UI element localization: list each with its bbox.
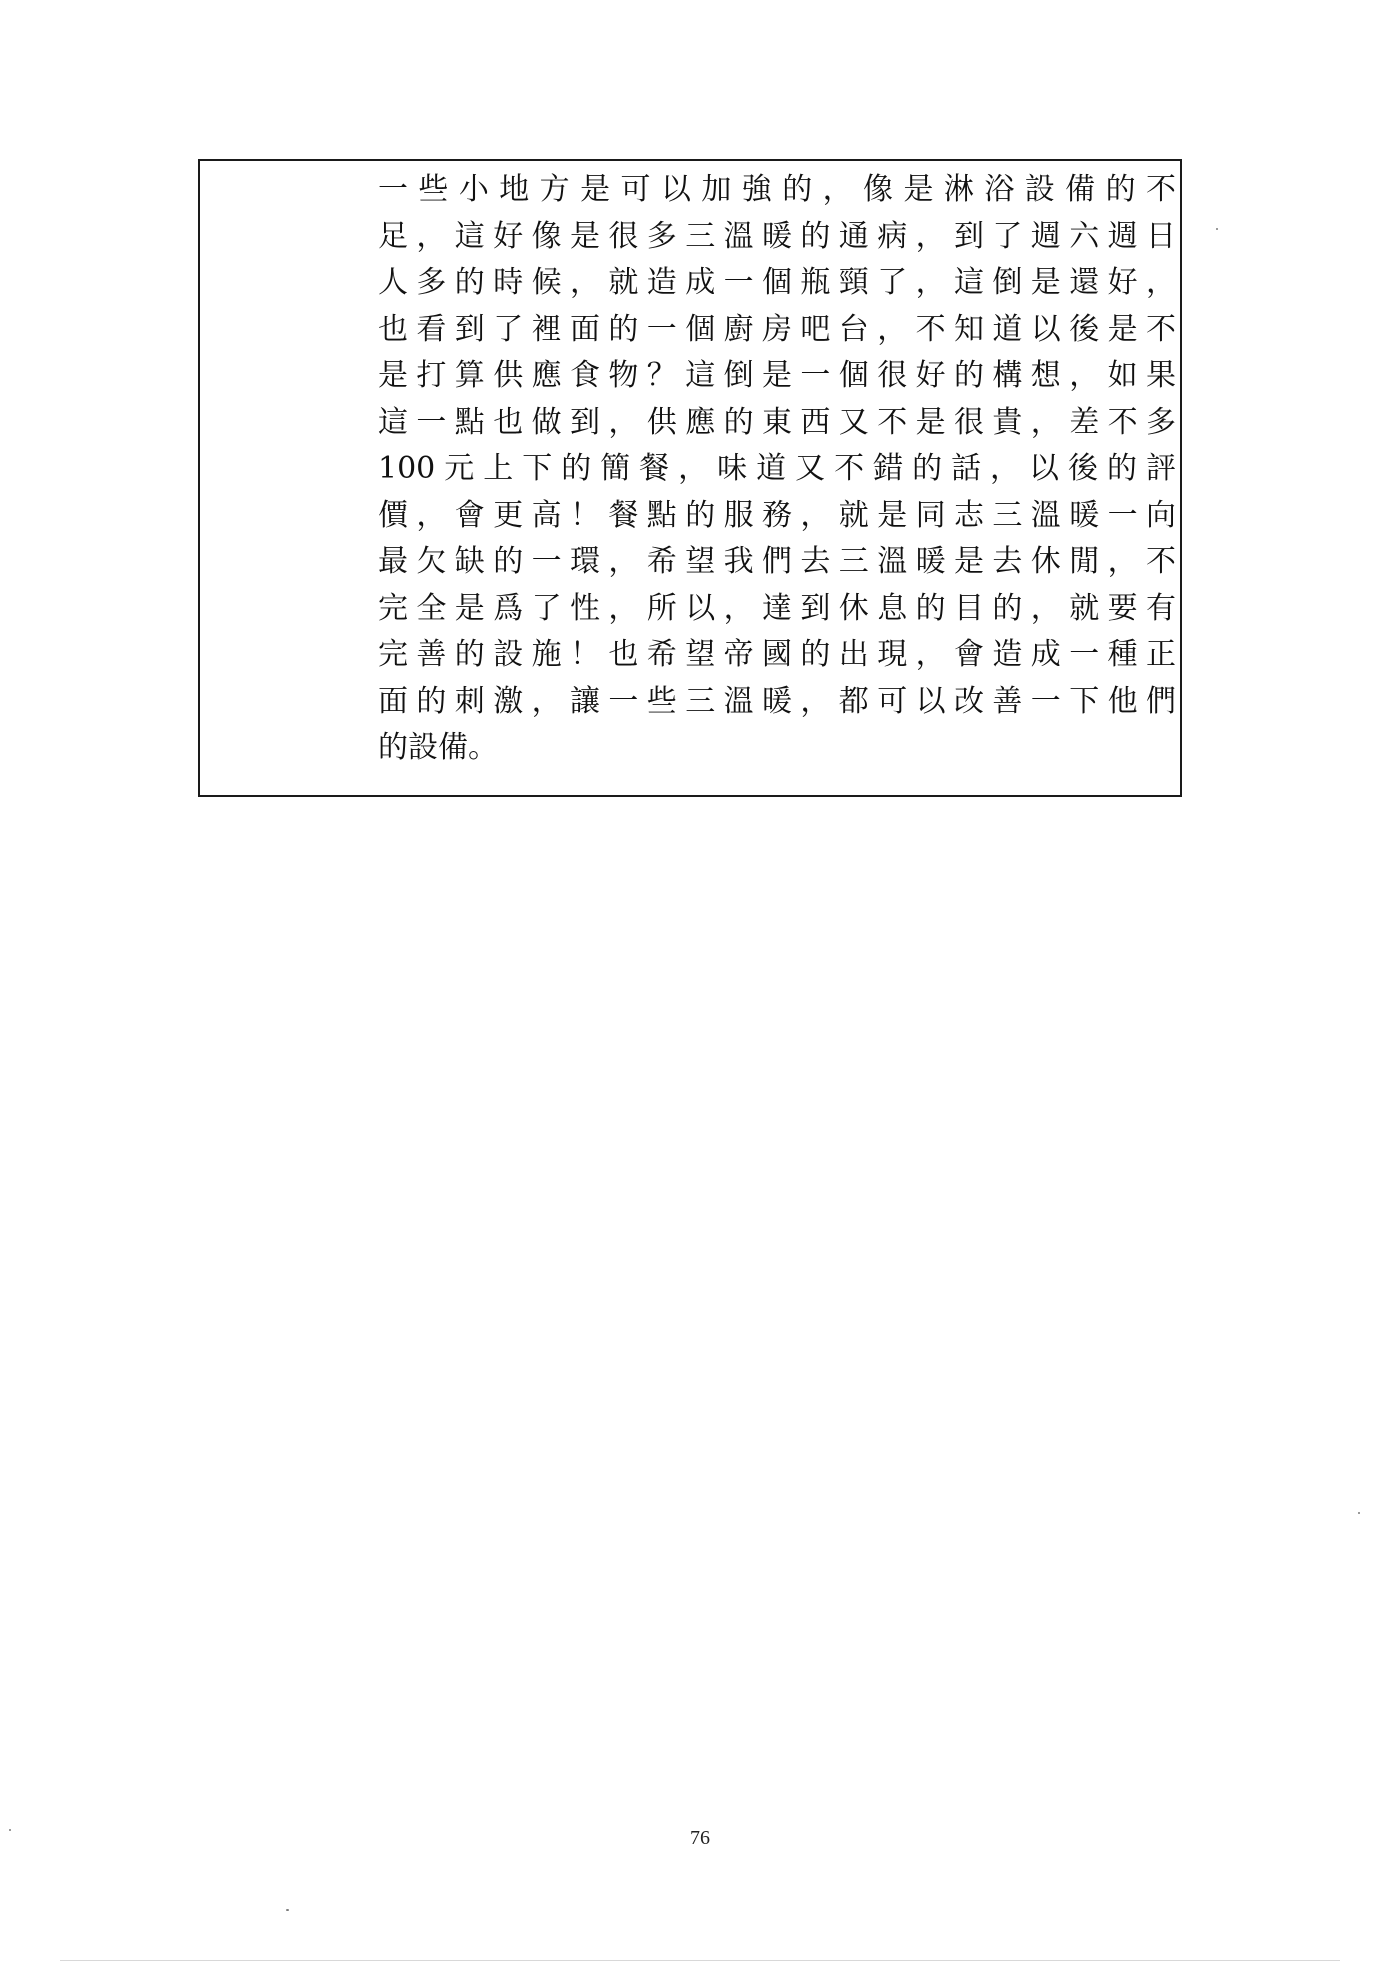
text-line: 人多的時候，就造成一個瓶頸了，這倒是還好， [378, 265, 1176, 300]
scan-speck [1216, 228, 1218, 230]
text-line: 最欠缺的一環，希望我們去三溫暖是去休閒，不 [378, 544, 1176, 579]
text-line: 的設備。 [378, 730, 498, 765]
text-line: 完善的設施！也希望帝國的出現，會造成一種正 [378, 637, 1176, 672]
quote-text [378, 167, 1176, 772]
text-line: 也看到了裡面的一個廚房吧台，不知道以後是不 [378, 311, 1176, 347]
quote-box [198, 159, 1182, 797]
text-line: 是打算供應食物？這倒是一個很好的構想，如果 [378, 358, 1176, 393]
scan-speck [1358, 1512, 1360, 1514]
text-line: 一些小地方是可以加強的，像是淋浴設備的不 [378, 172, 1176, 207]
text-line: 價，會更高！餐點的服務，就是同志三溫暖一向 [378, 497, 1176, 533]
text-line: 100元上下的簡餐，味道又不錯的話，以後的評 [378, 451, 1176, 486]
text-line: 面的刺激，讓一些三溫暖，都可以改善一下他們 [378, 683, 1176, 719]
text-line: 足，這好像是很多三溫暖的通病，到了週六週日 [378, 218, 1176, 254]
page-number: 76 [690, 1827, 710, 1849]
text-line: 完全是爲了性，所以，達到休息的目的，就要有 [378, 590, 1176, 626]
scan-speck [286, 1909, 289, 1911]
scan-edge [60, 1960, 1340, 1961]
text-line: 這一點也做到，供應的東西又不是很貴，差不多 [378, 404, 1176, 440]
scan-speck [9, 1829, 11, 1831]
